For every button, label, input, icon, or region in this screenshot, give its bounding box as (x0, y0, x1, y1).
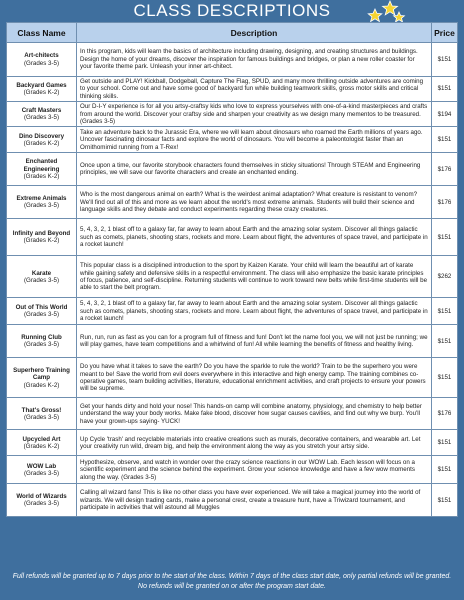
table-row (7, 358, 458, 398)
table-row (7, 456, 458, 484)
table-body (7, 43, 458, 517)
table-row (7, 219, 458, 256)
class-name-cell (7, 102, 77, 127)
table-row (7, 298, 458, 325)
class-description: Hypothesize, observe, and watch in wonder over the crazy science reactions in our WOW Lab. Each lesson will focus on a scientific experiment and the science behind the experiment. Grow your science knowledge and have a few wow moments along the way. (Grades 3-5) (77, 456, 432, 484)
class-name: Upcycled Art (22, 435, 61, 443)
class-description: Get outside and PLAY! Kickball, Dodgeball, Capture The Flag, SPUD, and many more thrilling outside adventures are coming to your school. Come out and have some good ol' backyard fun while building teamwork skills, gross motor skills and critical thinking skills. (77, 77, 432, 102)
class-grades: (Grades 3-5) (23, 59, 60, 67)
header-description: Description (77, 23, 432, 43)
class-name-cell (7, 127, 77, 153)
class-price: $151 (432, 219, 458, 256)
class-name: Extreme Animals (16, 195, 67, 203)
refund-policy-note: Full refunds will be granted up to 7 days prior to the start of the class. Within 7 days of the class start date, only partial refunds will be granted. No refunds will be granted on or after the program start date. (12, 573, 452, 590)
header-price: Price (432, 23, 458, 43)
table-row (7, 102, 458, 127)
class-description: 5, 4, 3, 2, 1 blast off to a galaxy far, far away to learn about Earth and the amazing solar system. Discover all things galactic such as comets, planets, shooting stars, rockets and more. Learn about flight, the adventures of space travel, and participate in a rocket launch! (77, 219, 432, 256)
class-grades: (Grades 3-5) (23, 413, 60, 421)
class-description: Calling all wizard fans! This is like no other class you have ever experienced. We will take a magical journey into the world of wizards. We will design trading cards, make a personal crest, create a treasure hunt, have a Triwizard tournament, and participate in activities that will astound all Muggles (77, 484, 432, 517)
class-name-cell (7, 298, 77, 325)
class-name: Out of This World (15, 304, 68, 312)
class-name-cell (7, 153, 77, 186)
class-description: Run, run, run as fast as you can for a program full of fitness and fun! Don't let the name fool you, we will not just be running; we will play games, have team competitions and a whirlwind of fun! All while learning the benefits of fitness and healthy living. (77, 325, 432, 358)
class-name: Running Club (21, 334, 62, 342)
class-name: Art-chitects (24, 52, 59, 60)
header-class-name: Class Name (7, 23, 77, 43)
class-description: This popular class is a disciplined introduction to the sport by Kaizen Karate. Your child will learn the beautiful art of karate while gaining safety and defensive skills in a respectful environment. The class will also emphasize the basic karate principles of focus, patience, and self-discipline. Returning students will continue to work toward new belts while first-time students will be able to start the belt program. (77, 256, 432, 298)
class-name: Infinity and Beyond (12, 230, 71, 238)
class-description: Our D-I-Y experience is for all you artsy-craftsy kids who love to express yourselves with one-of-a-kind masterpieces and crafts from around the world. Discover your craftsy side and sharpen your creativity as we design many mementos to be treasured. (Grades 3-5) (77, 102, 432, 127)
class-grades: (Grades K-2) (23, 237, 60, 245)
class-name: World of Wizards (16, 493, 67, 501)
page-title: CLASS DESCRIPTIONS (133, 1, 331, 20)
class-price: $176 (432, 153, 458, 186)
class-description: Up Cycle 'trash' and recyclable materials into creative creations such as murals, decorative containers, and wearable art. Let your creativity run wild, dream big, and help the environment along the way as you stretch your artsy side. (77, 430, 432, 456)
class-name: WOW Lab (26, 462, 57, 470)
table-row (7, 484, 458, 517)
class-description: Once upon a time, our favorite storybook characters found themselves in sticky situations! Through STEAM and Engineering principles, we will save our favorite characters and create an enchanted ending. (77, 153, 432, 186)
table-row (7, 430, 458, 456)
class-grades: (Grades 3-5) (23, 114, 60, 122)
class-price: $151 (432, 77, 458, 102)
class-name: Backyard Games (16, 81, 67, 89)
table-header-row (7, 23, 458, 43)
class-name-cell (7, 43, 77, 77)
table-row (7, 256, 458, 298)
star-icon (383, 1, 398, 15)
class-price: $151 (432, 43, 458, 77)
class-description: Do you have what it takes to save the earth? Do you have the sparkle to rule the world? Train to be the superhero you were meant to be! Save the world from evil doers everywhere in this interactive and high energy camp. The training combines co-operative games, team building activities, literature, educational enrichment activities, and craft projects to ensure your powers will be supreme. (77, 358, 432, 398)
table-row (7, 153, 458, 186)
class-description: Who is the most dangerous animal on earth? What is the weirdest animal adaptation? What creature is resistant to venom? We'll find out all of this and more as we learn about the world's most extreme animals. Students will build their science and language skills and they debate and conduct experiments regarding these crazy creatures. (77, 186, 432, 219)
table-row (7, 398, 458, 430)
class-price: $151 (432, 430, 458, 456)
class-grades: (Grades 3-5) (23, 500, 60, 508)
table-row (7, 77, 458, 102)
class-grades: (Grades K-2) (23, 173, 60, 181)
class-grades: (Grades K-2) (23, 442, 60, 450)
class-grades: (Grades K-2) (23, 381, 60, 389)
class-price: $176 (432, 186, 458, 219)
class-name: Dino Discovery (18, 132, 65, 140)
class-grades: (Grades 3-5) (23, 341, 60, 349)
class-price: $151 (432, 298, 458, 325)
class-grades: (Grades 3-5) (23, 311, 60, 319)
star-icon (368, 9, 382, 22)
class-price: $151 (432, 127, 458, 153)
class-grades: (Grades 3-5) (23, 276, 60, 284)
class-name: That's Gross! (21, 406, 62, 414)
class-grades: (Grades 3-5) (23, 469, 60, 477)
class-name-cell (7, 325, 77, 358)
class-name-cell (7, 219, 77, 256)
table-row (7, 43, 458, 77)
class-description: 5, 4, 3, 2, 1 blast off to a galaxy far, far away to learn about Earth and the amazing solar system. Discover all things galactic such as comets, planets, shooting stars, rockets and more. Learn about flight, the adventures of space travel, and participate in a rocket launch! (77, 298, 432, 325)
class-price: $151 (432, 456, 458, 484)
class-name-cell (7, 256, 77, 298)
class-name-cell (7, 456, 77, 484)
table-row (7, 186, 458, 219)
class-name-cell (7, 186, 77, 219)
class-name: Craft Masters (21, 106, 62, 114)
class-description: Take an adventure back to the Jurassic Era, where we will learn about dinosaurs who roamed the Earth millions of years ago. Uncover fascinating dinosaur facts and explore the world of dinosaurs. You will become a paleontologist faster than an Ornithomimid running from a T-Rex! (77, 127, 432, 153)
star-icon (394, 12, 405, 22)
class-description: In this program, kids will learn the basics of architecture including drawing, designing, and creating structures and buildings. Design the home of your dreams, discover the inspiration for famous buildings and bridges, or plan a new roller coaster for your favorite theme park. Unleash your inner art-chitect. (77, 43, 432, 77)
class-name-cell (7, 77, 77, 102)
class-name-cell (7, 484, 77, 517)
class-price: $194 (432, 102, 458, 127)
class-table (6, 22, 458, 517)
table-row (7, 127, 458, 153)
class-price: $151 (432, 484, 458, 517)
class-name: Superhero Training Camp (13, 366, 70, 382)
class-name-cell (7, 358, 77, 398)
class-grades: (Grades 3-5) (23, 202, 60, 210)
class-price: $176 (432, 398, 458, 430)
class-name: Enchanted Engineering (23, 158, 60, 173)
class-price: $151 (432, 358, 458, 398)
class-grades: (Grades K-2) (23, 89, 60, 97)
class-name-cell (7, 398, 77, 430)
class-name: Karate (31, 269, 52, 277)
class-description: Get your hands dirty and hold your nose! This hands-on camp will combine anatomy, physiology, and chemistry to help better understand the way your body works. Make fake blood, discover how sugar causes cavities, and find out why we burp. You'll have your grown-ups saying- YUCK! (77, 398, 432, 430)
class-price: $262 (432, 256, 458, 298)
class-price: $151 (432, 325, 458, 358)
table-row (7, 325, 458, 358)
class-grades: (Grades K-2) (23, 139, 60, 147)
class-name-cell (7, 430, 77, 456)
